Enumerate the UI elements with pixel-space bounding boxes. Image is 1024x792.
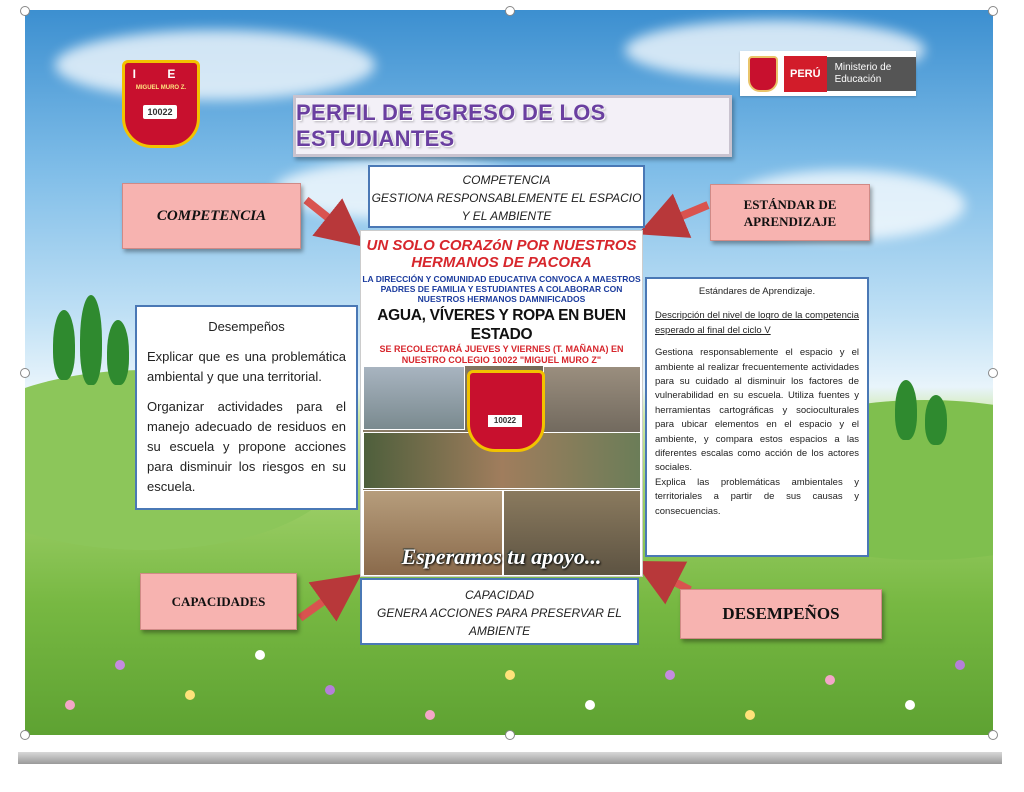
estandares-paragraph: Explica las problemáticas ambientales y territoriales a partir de sus causas y consecuencias.	[655, 476, 859, 517]
poster-schedule: SE RECOLECTARÁ JUEVES Y VIERNES (T. MAÑANA) EN NUESTRO COLEGIO 10022 "MIGUEL MURO Z"	[379, 344, 624, 365]
school-logo-number: 10022	[143, 105, 177, 119]
school-logo-name: MIGUEL MURO Z.	[135, 85, 187, 91]
label-desempenos-text: DESEMPEÑOS	[722, 604, 840, 623]
poster-photo-collage	[363, 366, 640, 574]
arrow-desempenos-icon	[655, 572, 690, 590]
estandares-heading: Estándares de Aprendizaje.	[698, 286, 816, 297]
label-estandar-text: ESTÁNDAR DE APRENDIZAJE	[743, 196, 837, 229]
poster-headline: UN SOLO CORAZóN POR NUESTROS HERMANOS DE PACORA	[366, 237, 637, 271]
capacidad-text: GENERA ACCIONES PARA PRESERVAR EL AMBIENTE	[377, 606, 622, 638]
arrow-capacidades-icon	[300, 588, 342, 618]
capacidad-heading: CAPACIDAD	[464, 588, 535, 602]
label-capacidades-text: CAPACIDADES	[171, 593, 266, 609]
arrow-competencia-icon	[306, 200, 346, 232]
desempeno-item: Organizar actividades para el manejo adecuado de residuos en su escuela y propone acciones para disminuir los riesgos en su escuela.	[147, 399, 346, 494]
page-title: PERFIL DE EGRESO DE LOS ESTUDIANTES	[296, 100, 606, 151]
estandares-paragraph: Gestiona responsablemente el espacio y el ambiente al realizar frecuentemente actividades para su cuidado al disminuir los factores de vulnerabilidad en su escuela. Utiliza fuentes y herramientas cartográficas y socioculturales para ubicar elementos en el espacio y el ambiente, y compara estos espacios a las diferentes escalas como acción de los actores sociales.	[655, 347, 859, 474]
label-capacidades[interactable]	[140, 573, 297, 630]
school-logo-letters: I E	[132, 67, 190, 81]
estandares-box[interactable]	[645, 277, 869, 557]
estandares-subheading: Descripción del nivel de logro de la competencia esperado al final del ciclo V	[655, 310, 859, 336]
label-competencia[interactable]	[122, 183, 301, 249]
competencia-box[interactable]	[368, 165, 645, 228]
label-competencia-text: COMPETENCIA	[156, 207, 267, 224]
poster-footer: Esperamos tu apoyo...	[401, 544, 602, 569]
desempenos-heading: Desempeños	[208, 319, 285, 334]
poster-call: LA DIRECCIÓN Y COMUNIDAD EDUCATIVA CONVOCA A MAESTROS PADRES DE FAMILIA Y ESTUDIANTES A COLABORAR CON NUESTROS HERMANOS DAMNIFICADOS	[362, 274, 641, 304]
flood-photo	[363, 366, 465, 430]
poster-items: AGUA, VÍVERES Y ROPA EN BUEN ESTADO	[377, 307, 626, 343]
donation-poster[interactable]	[360, 230, 643, 577]
flood-photo	[543, 366, 641, 438]
desempenos-box[interactable]	[135, 305, 358, 510]
arrow-estandar-icon	[660, 205, 708, 225]
label-estandar[interactable]	[710, 184, 870, 241]
capacidad-box[interactable]	[360, 578, 639, 645]
ministry-name: Ministerio de Educación	[827, 57, 916, 91]
competencia-heading: COMPETENCIA	[462, 173, 551, 187]
ministry-country: PERÚ	[784, 56, 827, 92]
competencia-text: GESTIONA RESPONSABLEMENTE EL ESPACIO Y EL AMBIENTE	[371, 191, 642, 223]
desempeno-item: Explicar que es una problemática ambiental y que una territorial.	[147, 349, 346, 384]
label-desempenos[interactable]	[680, 589, 882, 639]
poster-school-crest	[467, 370, 545, 452]
poster-crest-number: 10022	[488, 415, 522, 427]
